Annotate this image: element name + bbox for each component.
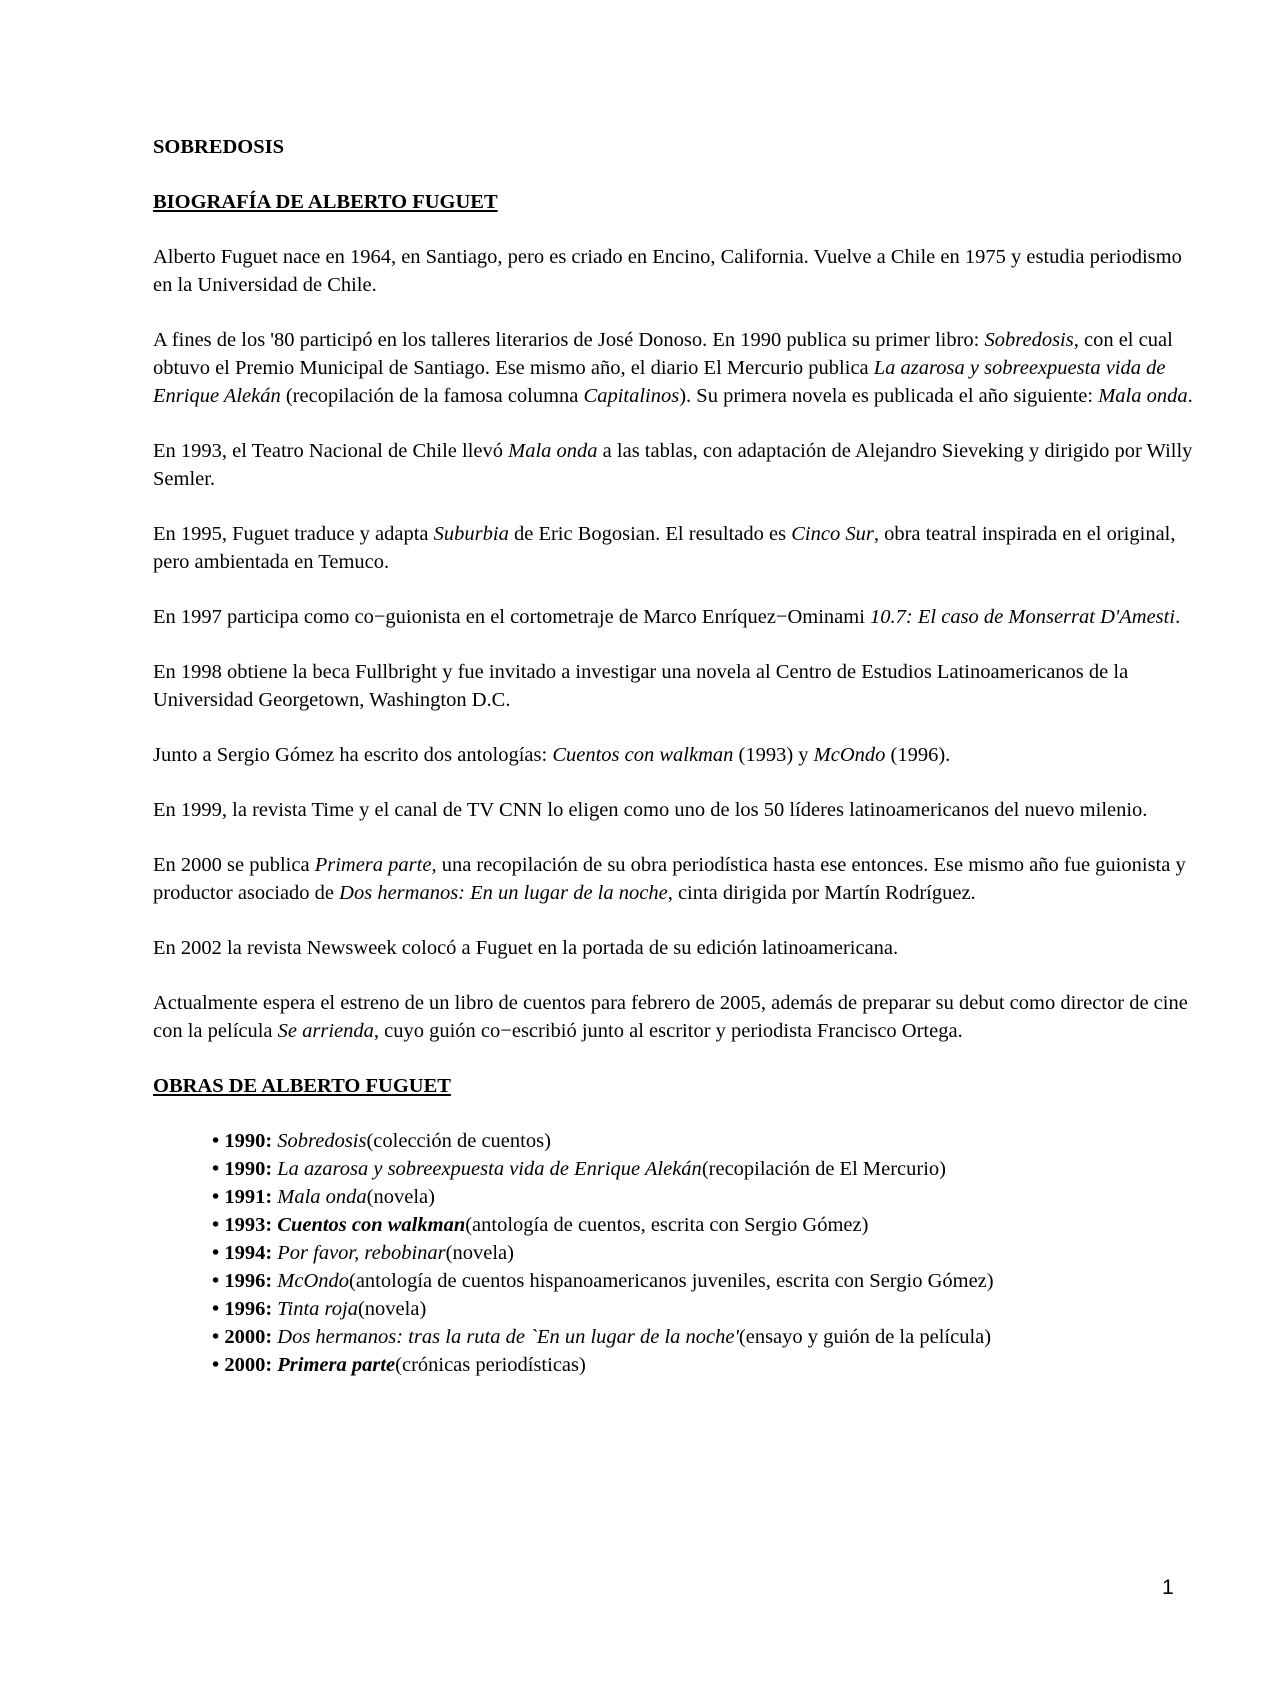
work-description: (novela) — [445, 1242, 514, 1264]
italic-title-text: Se arrienda — [277, 1020, 374, 1042]
work-year: 1990: — [224, 1130, 273, 1152]
work-title: Primera parte — [277, 1354, 396, 1376]
work-title: Sobredosis — [277, 1130, 367, 1152]
italic-title-text: Mala onda — [1098, 385, 1188, 407]
works-list-item — [212, 1323, 1193, 1351]
bullet: • — [212, 1130, 220, 1152]
work-description: (novela) — [366, 1186, 435, 1208]
bio-paragraph — [153, 741, 1193, 769]
paragraph-text: A fines de los '80 participó en los talleres literarios de José Donoso. En 1990 publica su primer libro: — [153, 329, 985, 351]
work-year: 2000: — [224, 1326, 273, 1348]
work-description: (antología de cuentos hispanoamericanos juveniles, escrita con Sergio Gómez) — [349, 1270, 994, 1292]
page-number: 1 — [1162, 1576, 1174, 1599]
works-list-item — [212, 1295, 1193, 1323]
works-list-item — [212, 1211, 1193, 1239]
work-description: (colección de cuentos) — [366, 1130, 551, 1152]
works-list-item — [212, 1155, 1193, 1183]
bio-paragraph — [153, 934, 1193, 962]
works-heading: OBRAS DE ALBERTO FUGUET — [153, 1075, 451, 1097]
work-year: 1994: — [224, 1242, 273, 1264]
bio-paragraph — [153, 520, 1193, 576]
work-title: Mala onda — [277, 1186, 367, 1208]
bio-paragraph — [153, 851, 1193, 907]
paragraph-text: En 1997 participa como co−guionista en el cortometraje de Marco Enríquez−Ominami — [153, 606, 871, 628]
document-title: SOBREDOSIS — [153, 136, 285, 158]
paragraph-text: En 1995, Fuguet traduce y adapta — [153, 523, 434, 545]
italic-title-text: Sobredosis — [984, 329, 1074, 351]
work-year: 1993: — [224, 1214, 273, 1236]
paragraph-text: En 2000 se publica — [153, 854, 315, 876]
bullet: • — [212, 1242, 220, 1264]
paragraph-text: (1996). — [885, 744, 951, 766]
bio-paragraph — [153, 437, 1193, 493]
work-year: 1996: — [224, 1270, 273, 1292]
italic-title-text: La azarosa y sobreexpuesta vida de Enrique Alekán — [153, 357, 1166, 407]
work-year: 1991: — [224, 1186, 273, 1208]
bullet: • — [212, 1354, 220, 1376]
italic-title-text: Capitalinos — [583, 385, 680, 407]
bio-paragraph — [153, 989, 1193, 1045]
paragraph-text: a las tablas, con adaptación de Alejandro Sieveking y dirigido por Willy Semler. — [153, 440, 1193, 490]
paragraph-text: , cuyo guión co−escribió junto al escritor y periodista Francisco Ortega. — [373, 1020, 963, 1042]
italic-title-text: Primera parte — [314, 854, 432, 876]
italic-title-text: 10.7: El caso de Monserrat D'Amesti — [870, 606, 1176, 628]
paragraph-text: En 1998 obtiene la beca Fullbright y fue invitado a investigar una novela al Centro de Estudios Latinoamericanos de la Universidad Georgetown, Washington D.C. — [153, 661, 1129, 711]
paragraph-text: En 1999, la revista Time y el canal de TV CNN lo eligen como uno de los 50 líderes latinoamericanos del nuevo milenio. — [153, 799, 1148, 821]
work-year: 1990: — [224, 1158, 273, 1180]
work-title: Dos hermanos: tras la ruta de `En un lugar de la noche' — [277, 1326, 739, 1348]
bullet: • — [212, 1326, 220, 1348]
paragraph-text: (recopilación de la famosa columna — [280, 385, 584, 407]
bio-paragraph — [153, 796, 1193, 824]
paragraph-text: ). Su primera novela es publicada el año siguiente: — [679, 385, 1099, 407]
paragraph-text: , con el cual obtuvo el Premio Municipal de Santiago. Ese mismo año, el diario El Mercurio publica — [153, 329, 1173, 379]
works-list-item — [212, 1127, 1193, 1155]
bio-paragraph — [153, 658, 1193, 714]
works-list-item — [212, 1239, 1193, 1267]
paragraph-text: En 2002 la revista Newsweek colocó a Fuguet en la portada de su edición latinoamericana. — [153, 937, 899, 959]
bullet: • — [212, 1214, 220, 1236]
work-description: (antología de cuentos, escrita con Sergio Gómez) — [465, 1214, 869, 1236]
works-list — [153, 1127, 1193, 1379]
work-description: (crónicas periodísticas) — [395, 1354, 586, 1376]
italic-title-text: Mala onda — [508, 440, 598, 462]
paragraph-text: Alberto Fuguet nace en 1964, en Santiago, pero es criado en Encino, California. Vuelve a Chile en 1975 y estudia periodismo en la Universidad de Chile. — [153, 246, 1182, 296]
italic-title-text: McOndo — [813, 744, 886, 766]
bullet: • — [212, 1298, 220, 1320]
work-description: (recopilación de El Mercurio) — [701, 1158, 946, 1180]
work-year: 2000: — [224, 1354, 273, 1376]
works-list-item — [212, 1183, 1193, 1211]
biography-heading: BIOGRAFÍA DE ALBERTO FUGUET — [153, 191, 498, 213]
paragraph-text: Junto a Sergio Gómez ha escrito dos antologías: — [153, 744, 553, 766]
italic-title-text: Cinco Sur — [791, 523, 874, 545]
paragraph-text: En 1993, el Teatro Nacional de Chile llevó — [153, 440, 509, 462]
paragraph-text: , cinta dirigida por Martín Rodríguez. — [667, 882, 976, 904]
bullet: • — [212, 1186, 220, 1208]
document-body — [153, 133, 1193, 1379]
work-title: La azarosa y sobreexpuesta vida de Enrique Alekán — [277, 1158, 702, 1180]
bio-paragraph — [153, 326, 1193, 410]
paragraph-text: , una recopilación de su obra periodística hasta ese entonces. Ese mismo año fue guionista y productor asociado de — [153, 854, 1186, 904]
italic-title-text: Suburbia — [433, 523, 509, 545]
paragraph-text: , obra teatral inspirada en el original, pero ambientada en Temuco. — [153, 523, 1176, 573]
work-description: (ensayo y guión de la película) — [738, 1326, 992, 1348]
work-title: Cuentos con walkman — [277, 1214, 466, 1236]
works-list-item — [212, 1351, 1193, 1379]
work-title: Tinta roja — [277, 1298, 358, 1320]
work-title: McOndo — [277, 1270, 349, 1292]
paragraph-text: (1993) y — [733, 744, 814, 766]
biography-section — [153, 243, 1193, 1045]
bio-paragraph — [153, 603, 1193, 631]
works-list-item — [212, 1267, 1193, 1295]
paragraph-text: . — [1175, 606, 1181, 628]
work-description: (novela) — [357, 1298, 427, 1320]
bullet: • — [212, 1158, 220, 1180]
italic-title-text: Cuentos con walkman — [552, 744, 734, 766]
work-year: 1996: — [224, 1298, 273, 1320]
paragraph-text: de Eric Bogosian. El resultado es — [508, 523, 792, 545]
bullet: • — [212, 1270, 220, 1292]
bio-paragraph — [153, 243, 1193, 299]
paragraph-text: Actualmente espera el estreno de un libro de cuentos para febrero de 2005, además de preparar su debut como director de cine con la película — [153, 992, 1188, 1042]
italic-title-text: Dos hermanos: En un lugar de la noche — [339, 882, 668, 904]
paragraph-text: . — [1187, 385, 1193, 407]
work-title: Por favor, rebobinar — [277, 1242, 446, 1264]
